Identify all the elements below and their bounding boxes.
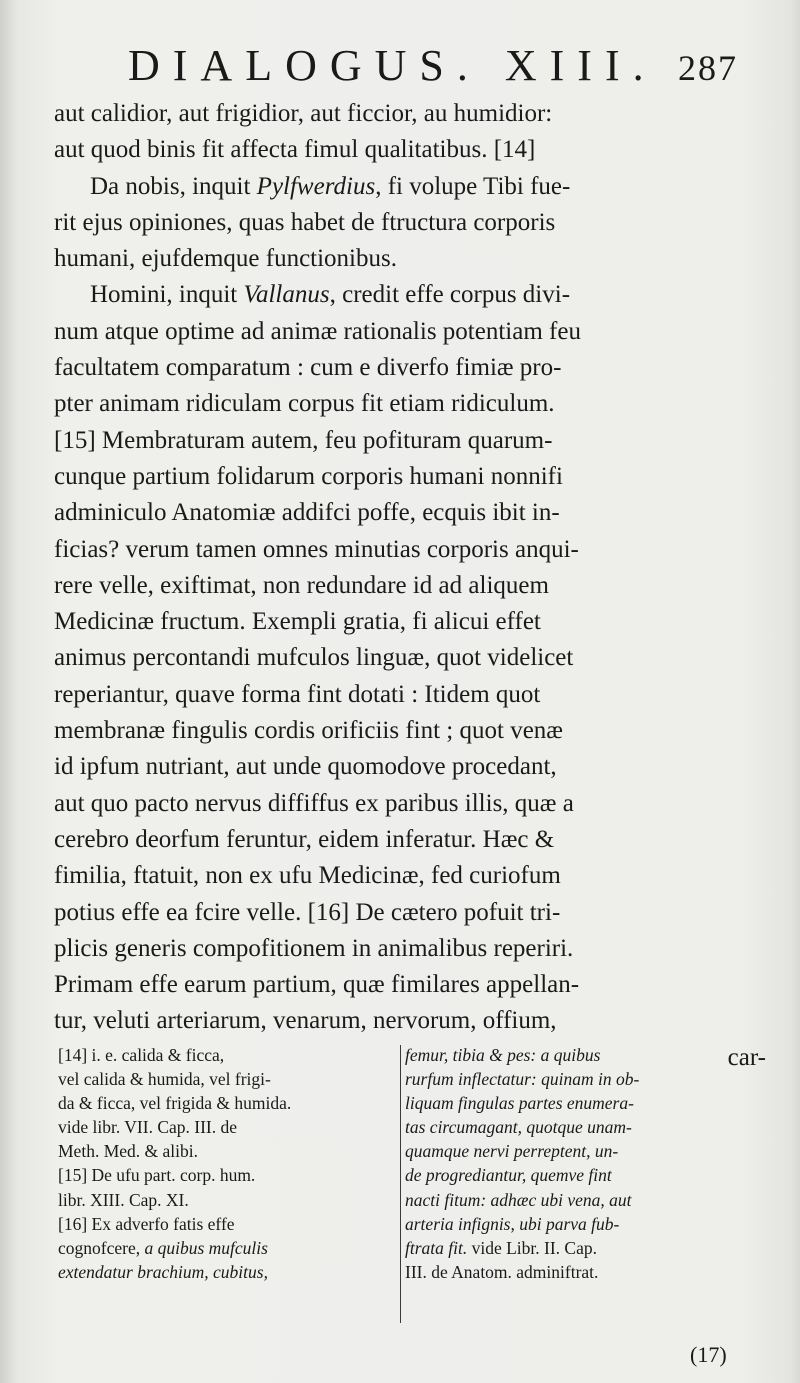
text-segment: car-	[727, 1043, 766, 1071]
text-segment: aut quod binis fit affecta fimul qualitatibus. [14]	[54, 136, 536, 164]
text-line	[54, 749, 766, 785]
text-segment: Medicinæ fructum. Exempli gratia, fi alicui effet	[54, 608, 541, 636]
text-segment: adminiculo Anatomiæ addifci poffe, ecquis ibit in-	[54, 499, 560, 527]
text-segment: III. de Anatom. adminiftrat.	[405, 1261, 599, 1282]
text-segment: rere velle, exiftimat, non redundare id ad aliquem	[54, 571, 549, 599]
text-segment: , credit effe corpus divi-	[329, 281, 571, 309]
italic-text: liquam fingulas partes enumera-	[405, 1093, 634, 1114]
footnote-line	[405, 1067, 763, 1091]
text-line	[54, 568, 766, 604]
footnotes	[58, 1043, 762, 1343]
text-line	[54, 314, 766, 350]
text-segment: ficias? verum tamen omnes minutias corporis anqui-	[54, 535, 579, 563]
italic-text: ftrata fit.	[405, 1237, 468, 1258]
text-line	[54, 241, 766, 277]
text-segment: vide Libr. II. Cap.	[467, 1237, 597, 1258]
page-number: 287	[678, 48, 738, 88]
text-segment: [15] De ufu part. corp. hum.	[58, 1165, 256, 1186]
text-line	[54, 169, 766, 205]
main-text-block	[54, 96, 766, 1076]
footnote-line	[405, 1236, 763, 1260]
text-segment: [14] i. e. calida & ficca,	[58, 1045, 225, 1065]
text-segment: Homini, inquit	[90, 281, 244, 309]
footnote-line	[405, 1260, 763, 1284]
text-segment: pter animam ridiculam corpus fit etiam ridiculum.	[54, 390, 555, 418]
footnote-line	[405, 1091, 763, 1115]
page-header	[0, 40, 800, 92]
text-segment: cerebro deorfum feruntur, eidem inferatur. Hæc &	[54, 825, 555, 853]
italic-text: femur, tibia & pes: a quibus	[405, 1045, 601, 1065]
text-line	[54, 858, 766, 894]
footnote-line	[58, 1067, 398, 1091]
italic-text: quamque nervi perreptent, un-	[405, 1141, 619, 1162]
italic-text: a quibus mufculis	[144, 1237, 268, 1258]
italic-text: extendatur brachium, cubitus,	[58, 1261, 268, 1282]
footnote-line	[58, 1236, 398, 1260]
text-line	[54, 350, 766, 386]
text-line	[54, 1003, 766, 1039]
text-segment: [16] Ex adverfo fatis effe	[58, 1213, 235, 1234]
footnote-line	[405, 1188, 763, 1212]
text-segment: cunque partium folidarum corporis humani nonnifi	[54, 462, 563, 490]
italic-text: Vallanus	[243, 281, 330, 309]
text-line	[54, 713, 766, 749]
footnote-line	[58, 1188, 398, 1212]
text-line	[54, 677, 766, 713]
footnote-line	[58, 1043, 398, 1067]
text-line	[54, 786, 766, 822]
text-segment: fimilia, ftatuit, non ex ufu Medicinæ, fed curiofum	[54, 862, 561, 890]
footnote-line	[405, 1139, 763, 1163]
italic-text: Pylfwerdius	[256, 172, 376, 200]
footnote-line	[405, 1212, 763, 1236]
text-line	[54, 205, 766, 241]
text-segment: facultatem comparatum : cum e diverfo fimiæ pro-	[54, 354, 562, 382]
footnote-line	[58, 1212, 398, 1236]
text-segment: cognofcere,	[58, 1237, 145, 1258]
text-line	[54, 423, 766, 459]
text-segment: Meth. Med. & alibi.	[58, 1141, 198, 1162]
text-segment: vel calida & humida, vel frigi-	[58, 1069, 271, 1090]
text-segment: , fi volupe Tibi fue-	[375, 172, 571, 200]
footnote-line	[58, 1091, 398, 1115]
text-segment: potius effe ea fcire velle. [16] De cætero pofuit tri-	[54, 898, 561, 926]
text-segment: [15] Membraturam autem, feu pofituram quarum-	[54, 426, 553, 454]
text-segment: vide libr. VII. Cap. III. de	[58, 1117, 238, 1138]
text-segment: aut calidior, aut frigidior, aut ficcior, au humidior:	[54, 100, 553, 127]
footnotes-left-column	[58, 1043, 398, 1284]
text-line	[54, 495, 766, 531]
italic-text: nacti fitum: adhæc ubi vena, aut	[405, 1189, 632, 1210]
footnote-line	[405, 1115, 763, 1139]
text-line	[54, 459, 766, 495]
text-line	[54, 822, 766, 858]
text-line	[54, 132, 766, 168]
text-line	[54, 532, 766, 568]
text-segment: tur, veluti arteriarum, venarum, nervorum, offium,	[54, 1007, 557, 1035]
italic-text: tas circumagant, quotque unam-	[405, 1117, 632, 1138]
text-segment: aut quo pacto nervus diffiffus ex paribus illis, quæ a	[54, 789, 574, 817]
footnotes-right-column	[405, 1043, 763, 1284]
text-line	[54, 386, 766, 422]
footnote-line	[58, 1260, 398, 1284]
text-segment: num atque optime ad animæ rationalis potentiam feu	[54, 317, 581, 345]
footnote-catchword: (17)	[690, 1342, 727, 1367]
text-segment: plicis generis compofitionem in animalibus reperiri.	[54, 934, 574, 962]
footnote-line	[405, 1163, 763, 1187]
text-line	[54, 640, 766, 676]
text-line	[54, 895, 766, 931]
text-segment: humani, ejufdemque functionibus.	[54, 245, 397, 273]
text-segment: rit ejus opiniones, quas habet de ftructura corporis	[54, 208, 556, 236]
text-segment: libr. XIII. Cap. XI.	[58, 1189, 189, 1210]
italic-text: de progrediantur, quemve fint	[405, 1165, 612, 1186]
column-divider	[400, 1045, 401, 1323]
running-title: DIALOGUS. XIII.	[128, 41, 657, 90]
text-line	[54, 931, 766, 967]
text-line	[54, 277, 766, 313]
text-line	[54, 967, 766, 1003]
footnote-line	[405, 1043, 763, 1067]
text-segment: Primam effe earum partium, quæ fimilares appellan-	[54, 971, 580, 999]
italic-text: rurfum inflectatur: quinam in ob-	[405, 1069, 640, 1090]
footnote-line	[58, 1115, 398, 1139]
text-segment: animus percontandi mufculos linguæ, quot videlicet	[54, 644, 574, 672]
text-line	[54, 96, 766, 132]
footnote-line	[58, 1139, 398, 1163]
text-line	[54, 604, 766, 640]
text-segment: da & ficca, vel frigida & humida.	[58, 1093, 292, 1114]
text-segment: id ipfum nutriant, aut unde quomodove procedant,	[54, 753, 557, 781]
text-segment: reperiantur, quave forma fint dotati : Itidem quot	[54, 680, 541, 708]
text-segment: Da nobis, inquit	[90, 172, 257, 200]
italic-text: arteria infignis, ubi parva fub-	[405, 1213, 620, 1234]
text-segment: membranæ fingulis cordis orificiis fint ; quot venæ	[54, 717, 563, 745]
footnote-line	[58, 1163, 398, 1187]
